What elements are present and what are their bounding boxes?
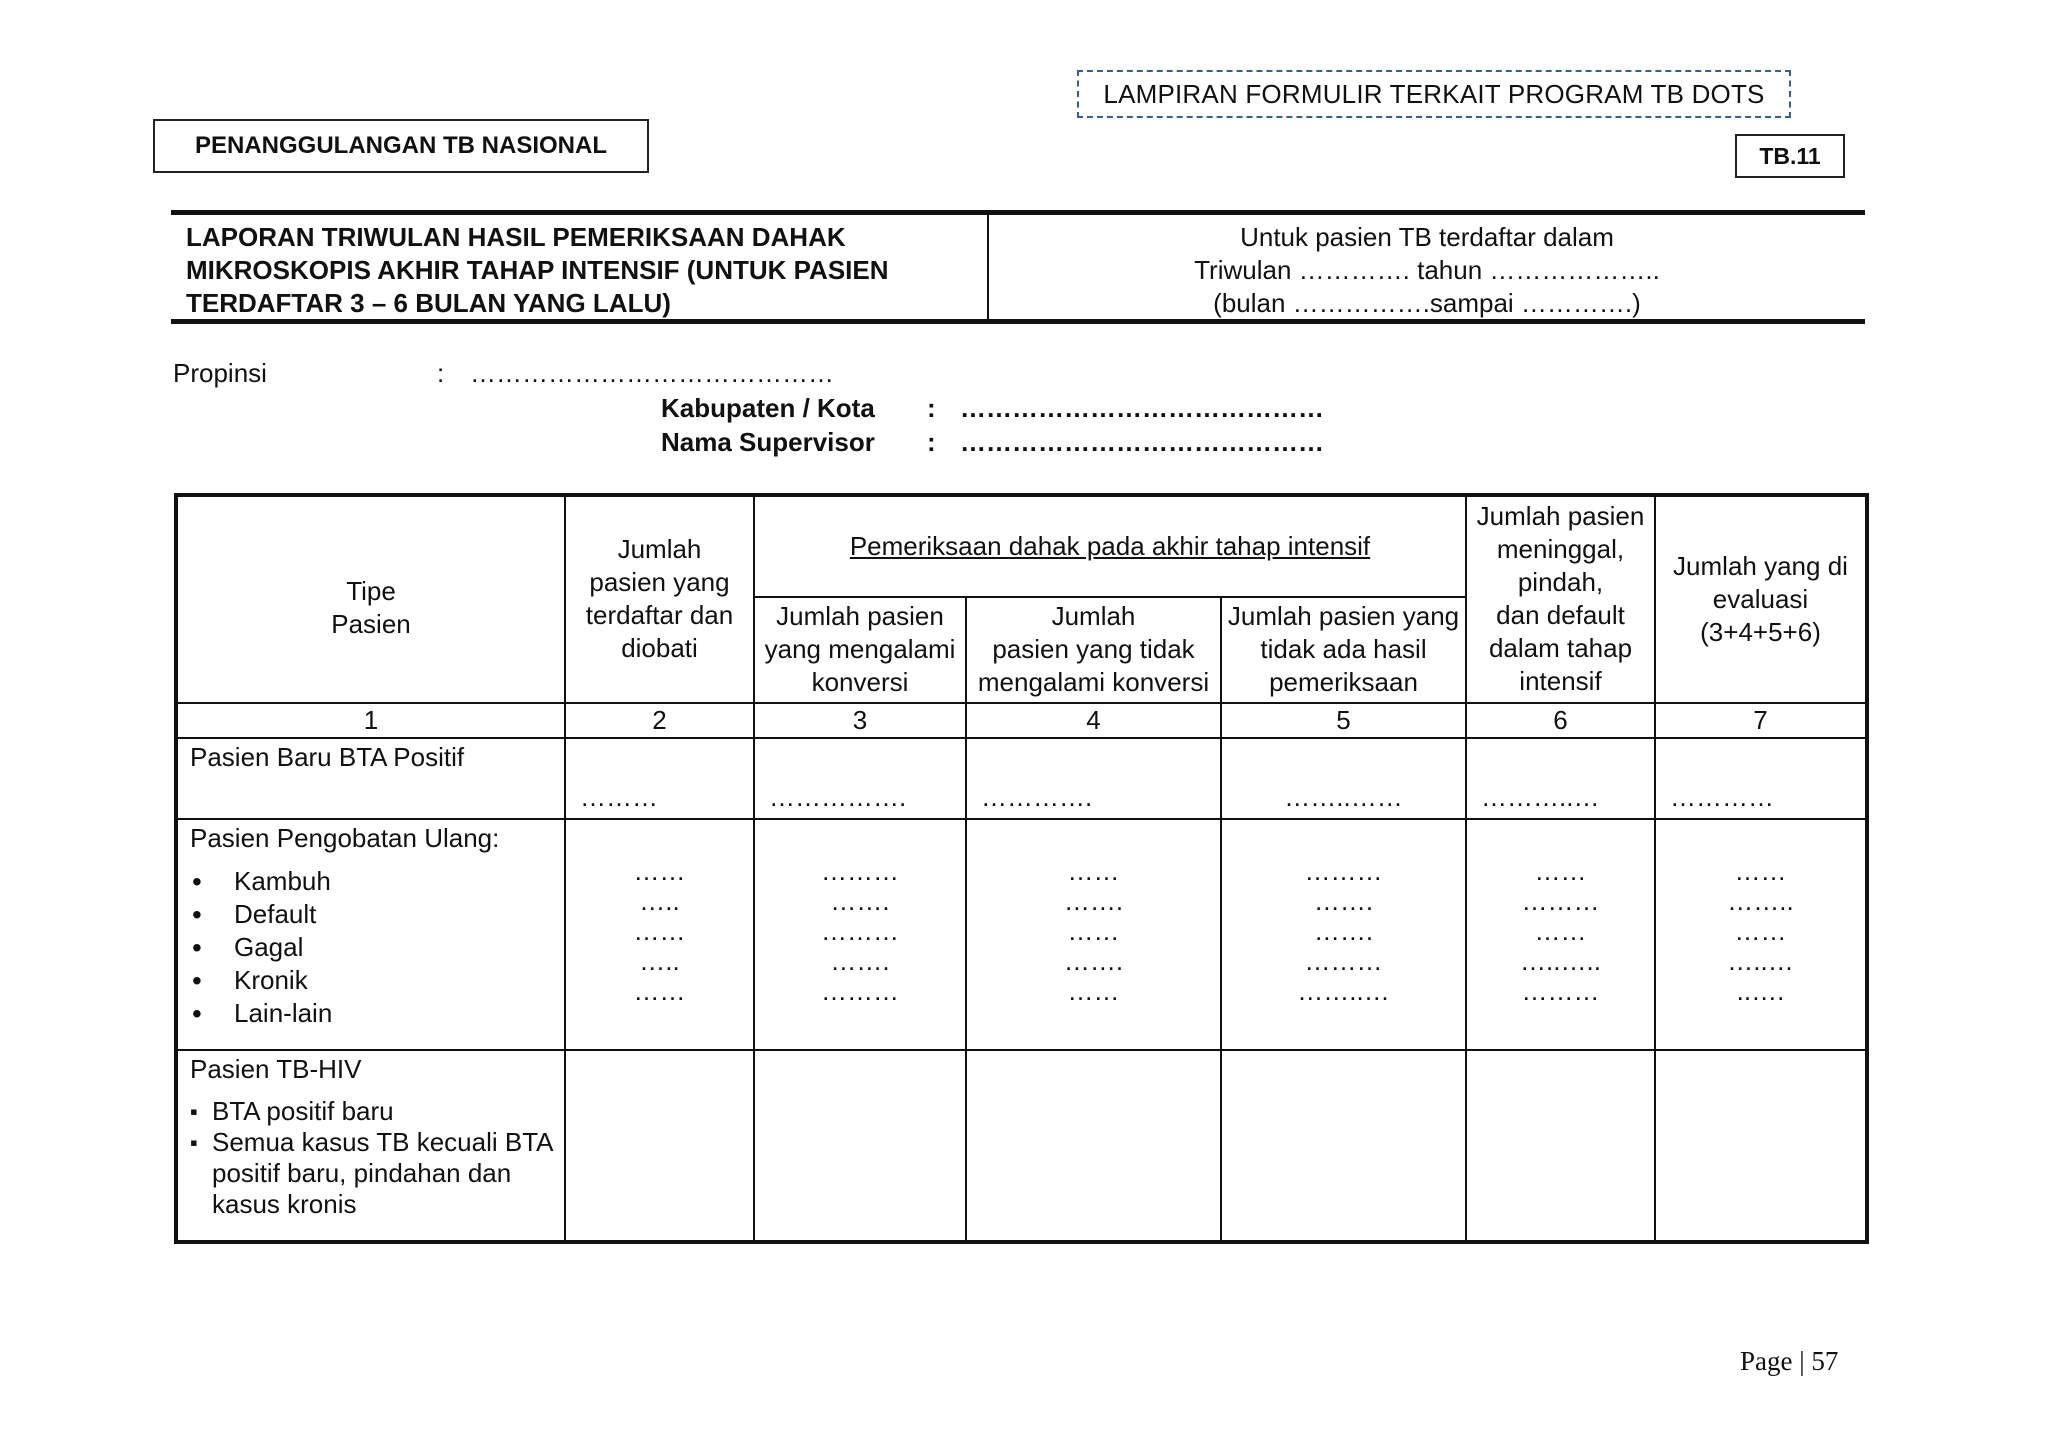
- col-number-2: 2: [565, 703, 754, 738]
- supervisor-label: Nama Supervisor: [661, 427, 875, 457]
- pengobatan-ulang-list: [190, 865, 560, 1030]
- list-item-lain-lain: • Lain-lain: [190, 997, 560, 1030]
- report-table-wrapper: [174, 493, 1865, 1244]
- supervisor-value[interactable]: ……………………………………: [960, 427, 1324, 457]
- kabupaten-colon: :: [927, 393, 936, 423]
- table-row-pasien-baru: [176, 738, 1867, 819]
- report-title-line-1: LAPORAN TRIWULAN HASIL PEMERIKSAAN DAHAK: [186, 222, 846, 252]
- cell-pasien-baru-3[interactable]: …………….: [754, 738, 966, 819]
- propinsi-label: Propinsi: [173, 358, 267, 388]
- header-tidak-konversi: Jumlah pasien yang tidak mengalami konversi: [966, 597, 1221, 703]
- header-jumlah-terdaftar: Jumlah pasien yang terdaftar dan diobati: [565, 495, 754, 703]
- row-label-pengobatan-ulang: [176, 819, 565, 1050]
- list-item-gagal: • Gagal: [190, 931, 560, 964]
- cell-pasien-baru-6[interactable]: ………..…: [1466, 738, 1655, 819]
- list-item-bta-positif-baru: ▪ BTA positif baru: [190, 1096, 560, 1127]
- report-table: [174, 493, 1869, 1244]
- form-code-box: [1735, 134, 1845, 178]
- report-period-line-3: (bulan …………….sampai ………….): [1213, 288, 1641, 318]
- lampiran-box: [1077, 70, 1791, 118]
- report-title-line-3: TERDAFTAR 3 – 6 BULAN YANG LALU): [186, 288, 671, 318]
- row-label-pasien-baru: Pasien Baru BTA Positif: [176, 738, 565, 819]
- cell-pengobatan-ulang-3[interactable]: ……… ……. ……… ……. ………: [754, 819, 966, 1050]
- cell-tb-hiv-7[interactable]: [1655, 1050, 1867, 1242]
- supervisor-colon: :: [927, 427, 936, 457]
- cell-pengobatan-ulang-7[interactable]: …… …….. …… …..… ..….: [1655, 819, 1867, 1050]
- page-number: Page | 57: [1740, 1346, 1839, 1376]
- cell-pengobatan-ulang-2[interactable]: …… ….. …… ….. ……: [565, 819, 754, 1050]
- list-item-semua-kasus-tb: ▪ Semua kasus TB kecuali BTA positif baru, pindahan dan kasus kronis: [190, 1127, 560, 1220]
- pengobatan-ulang-title: Pasien Pengobatan Ulang:: [190, 823, 500, 854]
- table-row-pengobatan-ulang: [176, 819, 1867, 1050]
- col-number-4: 4: [966, 703, 1221, 738]
- cell-pasien-baru-4[interactable]: ………….: [966, 738, 1221, 819]
- report-period-line-1: Untuk pasien TB terdaftar dalam: [1240, 222, 1614, 252]
- report-title: [171, 215, 989, 319]
- kabupaten-value[interactable]: ……………………………………: [960, 393, 1324, 423]
- col-number-3: 3: [754, 703, 966, 738]
- list-item-default: • Default: [190, 898, 560, 931]
- tb-hiv-list: [190, 1096, 560, 1220]
- cell-tb-hiv-4[interactable]: [966, 1050, 1221, 1242]
- cell-pasien-baru-2[interactable]: ………: [565, 738, 754, 819]
- header-meninggal-pindah-default: Jumlah pasien meninggal, pindah, dan default dalam tahap intensif: [1466, 495, 1655, 703]
- header-pemeriksaan-dahak: Pemeriksaan dahak pada akhir tahap intensif: [754, 495, 1466, 597]
- col-number-1: 1: [176, 703, 565, 738]
- tb-hiv-title: Pasien TB-HIV: [190, 1054, 362, 1085]
- col-number-6: 6: [1466, 703, 1655, 738]
- propinsi-colon: :: [437, 358, 445, 388]
- cell-tb-hiv-6[interactable]: [1466, 1050, 1655, 1242]
- report-period: [989, 215, 1865, 319]
- cell-tb-hiv-5[interactable]: [1221, 1050, 1466, 1242]
- header-dievaluasi: Jumlah yang di evaluasi (3+4+5+6): [1655, 495, 1867, 703]
- table-row-tb-hiv: [176, 1050, 1867, 1242]
- cell-pengobatan-ulang-4[interactable]: …… ……. …… ……. ……: [966, 819, 1221, 1050]
- cell-pengobatan-ulang-5[interactable]: ……… ……. ……. ……… ……..…: [1221, 819, 1466, 1050]
- report-title-box: [171, 210, 1865, 324]
- propinsi-value[interactable]: ……………………………………: [470, 358, 834, 388]
- program-box: [153, 119, 649, 173]
- list-item-kambuh: • Kambuh: [190, 865, 560, 898]
- report-title-line-2: MIKROSKOPIS AKHIR TAHAP INTENSIF (UNTUK PASIEN: [186, 255, 889, 285]
- form-code: TB.11: [1759, 142, 1821, 169]
- row-label-tb-hiv: [176, 1050, 565, 1242]
- cell-pengobatan-ulang-6[interactable]: …… ……… …… …..….. ………: [1466, 819, 1655, 1050]
- header-konversi: Jumlah pasien yang mengalami konversi: [754, 597, 966, 703]
- col-number-5: 5: [1221, 703, 1466, 738]
- cell-pasien-baru-7[interactable]: …………: [1655, 738, 1867, 819]
- lampiran-title: LAMPIRAN FORMULIR TERKAIT PROGRAM TB DOTS: [1103, 78, 1765, 109]
- header-tidak-ada-hasil: Jumlah pasien yang tidak ada hasil pemeriksaan: [1221, 597, 1466, 703]
- cell-tb-hiv-2[interactable]: [565, 1050, 754, 1242]
- report-period-line-2: Triwulan …………. tahun ………………..: [1194, 255, 1660, 285]
- kabupaten-label: Kabupaten / Kota: [661, 393, 875, 423]
- col-number-7: 7: [1655, 703, 1867, 738]
- cell-pasien-baru-5[interactable]: ……..……: [1221, 738, 1466, 819]
- list-item-kronik: • Kronik: [190, 964, 560, 997]
- header-tipe-pasien: Tipe Pasien: [176, 495, 565, 703]
- program-name: PENANGGULANGAN TB NASIONAL: [195, 132, 607, 159]
- cell-tb-hiv-3[interactable]: [754, 1050, 966, 1242]
